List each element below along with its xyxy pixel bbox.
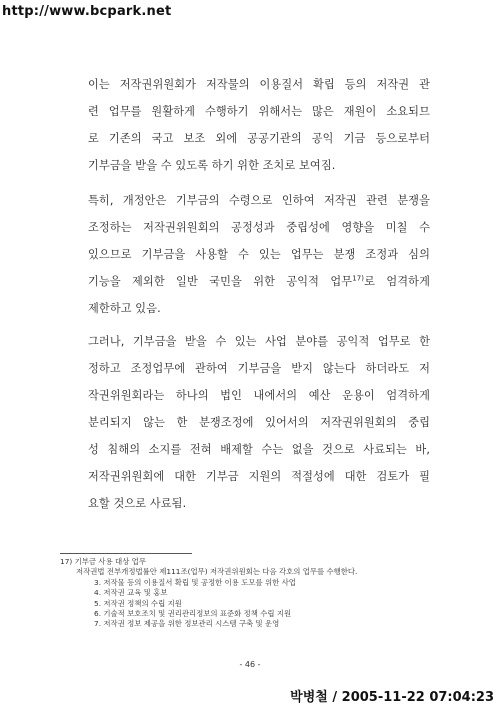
- text-line: 제한하고 있음.: [88, 302, 161, 315]
- text-line: 이는 저작권위원회가 저작물의 이용질서 확립 등의 저작권 관: [88, 78, 430, 91]
- text-line: 저작권위원회에 대한 기부금 지원의 적절성에 대한 검토가 필: [88, 470, 430, 483]
- text-line: 특히, 개정안은 기부금의 수령으로 인하여 저작권 관련 분쟁을: [88, 194, 430, 207]
- text-line: 조정하는 저작권위원회의 공정성과 중립성에 영향을 미칠 수: [88, 221, 430, 234]
- page-number: - 46 -: [239, 660, 261, 669]
- footnote-number: 17): [60, 557, 73, 566]
- text-line: 그러나, 기부금을 받을 수 있는 사업 분야를 공익적 업무로 한: [88, 335, 430, 348]
- text-line-with-footnote: [88, 268, 430, 295]
- text-line: 있으므로 기부금을 사용할 수 있는 업무는 분쟁 조정과 심의: [88, 248, 430, 261]
- text-line: 작권위원회라는 하나의 법인 내에서의 예산 운용이 엄격하게: [88, 389, 430, 402]
- text-line: 분리되지 않는 한 분쟁조정에 있어서의 저작권위원회의 중립: [88, 416, 430, 429]
- text-line: 정하고 조정업무에 관하여 기부금을 받지 않는다 하더라도 저: [88, 362, 430, 375]
- text-line: 기부금을 받을 수 있도록 하기 위한 조치로 보여짐.: [88, 159, 336, 172]
- text-line: 요할 것으로 사료됨.: [88, 497, 187, 510]
- footnote-intro: 저작권법 전부개정법률안 제111조(업무) 저작권위원회는 다음 각호의 업무를 수행한다.: [76, 567, 358, 577]
- footnote-title-text: 기부금 사용 대상 업무: [74, 557, 146, 566]
- footnote-reference: 17): [352, 274, 365, 283]
- watermark-url: http://www.bcpark.net: [2, 4, 172, 19]
- paragraph-2: [88, 187, 430, 322]
- paragraph-3: [88, 328, 430, 517]
- footnote: [60, 557, 450, 630]
- text-segment: 로 엄격하게: [364, 275, 430, 288]
- footnote-title: [60, 557, 450, 567]
- watermark-signature: 박병철 / 2005-11-22 07:04:23: [290, 690, 494, 705]
- footnote-item: 5. 저작권 정책의 수립 지원: [94, 598, 182, 608]
- footnote-item: 6. 기술적 보호조치 및 권리관리정보의 표준화 정책 수립 지원: [94, 609, 292, 619]
- paragraph-1: [88, 71, 430, 179]
- text-line: 로 기존의 국고 보조 외에 공공기관의 공익 기금 등으로부터: [88, 132, 430, 145]
- footnote-item: 4. 저작권 교육 및 홍보: [94, 588, 168, 598]
- footnote-divider: [60, 553, 192, 554]
- text-line: 성 침해의 소지를 전혀 배제할 수는 없을 것으로 사료되는 바,: [88, 443, 430, 456]
- text-line: 련 업무를 원활하게 수행하기 위해서는 많은 재원이 소요되므: [88, 105, 430, 118]
- footnote-item: 3. 저작물 등의 이용질서 확립 및 공정한 이용 도모를 위한 사업: [94, 577, 296, 587]
- footnote-item: 7. 저작권 정보 제공을 위한 정보관리 시스템 구축 및 운영: [94, 619, 280, 629]
- text-segment: 기능을 제외한 일반 국민을 위한 공익적 업무: [88, 275, 353, 288]
